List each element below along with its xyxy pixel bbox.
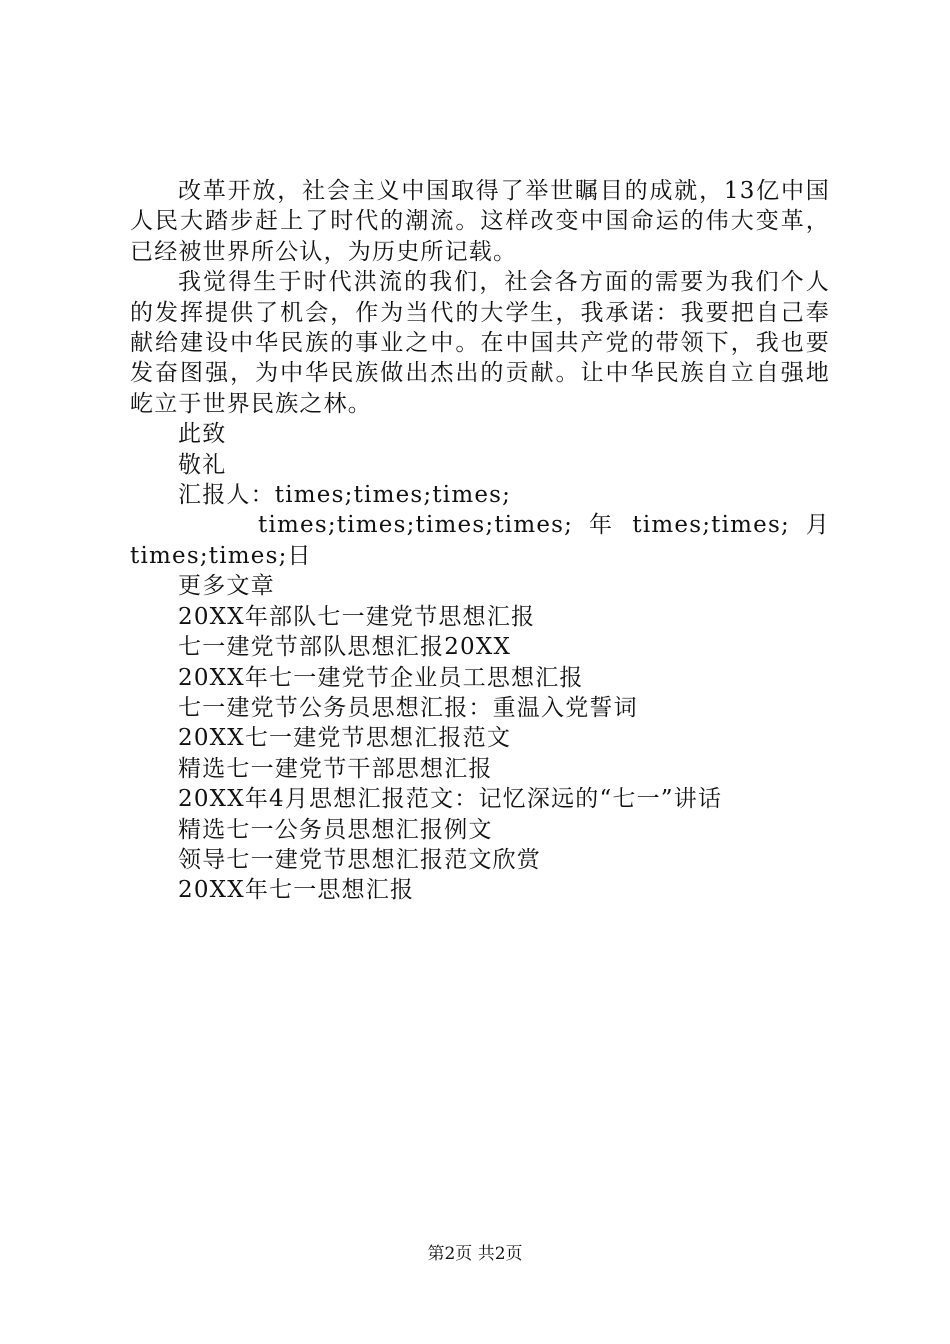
more-articles-heading: 更多文章 bbox=[178, 573, 275, 600]
more-article-link[interactable]: 领导七一建党节思想汇报范文欣赏 bbox=[178, 846, 541, 873]
more-article-link[interactable]: 精选七一建党节干部思想汇报 bbox=[178, 755, 493, 782]
more-article-link[interactable]: 20XX年七一建党节企业员工思想汇报 bbox=[178, 664, 584, 691]
more-article-link[interactable]: 20XX年部队七一建党节思想汇报 bbox=[178, 603, 536, 630]
body-paragraph-2: 我觉得生于时代洪流的我们，社会各方面的需要为我们个人的发挥提供了机会，作为当代的大学生，我承诺：我要把自己奉献给建设中华民族的事业之中。在中国共产党的带领下，我也要发奋图强，为中华民族做出杰出的贡献。让中华民族自立自强地屹立于世界民族之林。 bbox=[130, 269, 830, 417]
closing-regards: 敬礼 bbox=[178, 451, 227, 478]
more-article-link[interactable]: 20XX年4月思想汇报范文：记忆深远的“七一”讲话 bbox=[178, 786, 723, 813]
more-articles-list bbox=[130, 602, 830, 906]
document-body bbox=[130, 176, 830, 906]
more-article-link[interactable]: 七一建党节部队思想汇报20XX bbox=[178, 634, 512, 661]
reporter-line: 汇报人：times;times;times; bbox=[178, 482, 512, 509]
body-paragraph-1: 改革开放，社会主义中国取得了举世瞩目的成就，13亿中国人民大踏步赶上了时代的潮流。这样改变中国命运的伟大变革，已经被世界所公认，为历史所记载。 bbox=[130, 178, 830, 265]
date-line: times;times;times;times; 年 times;times; 月 times;times;日 bbox=[130, 512, 830, 569]
more-article-link[interactable]: 20XX年七一思想汇报 bbox=[178, 877, 415, 904]
more-article-link[interactable]: 七一建党节公务员思想汇报：重温入党誓词 bbox=[178, 694, 638, 721]
more-article-link[interactable]: 精选七一公务员思想汇报例文 bbox=[178, 816, 493, 843]
more-article-link[interactable]: 20XX七一建党节思想汇报范文 bbox=[178, 725, 512, 752]
page-number-footer: 第2页 共2页 bbox=[427, 1244, 523, 1264]
closing-salutation: 此致 bbox=[178, 421, 227, 448]
